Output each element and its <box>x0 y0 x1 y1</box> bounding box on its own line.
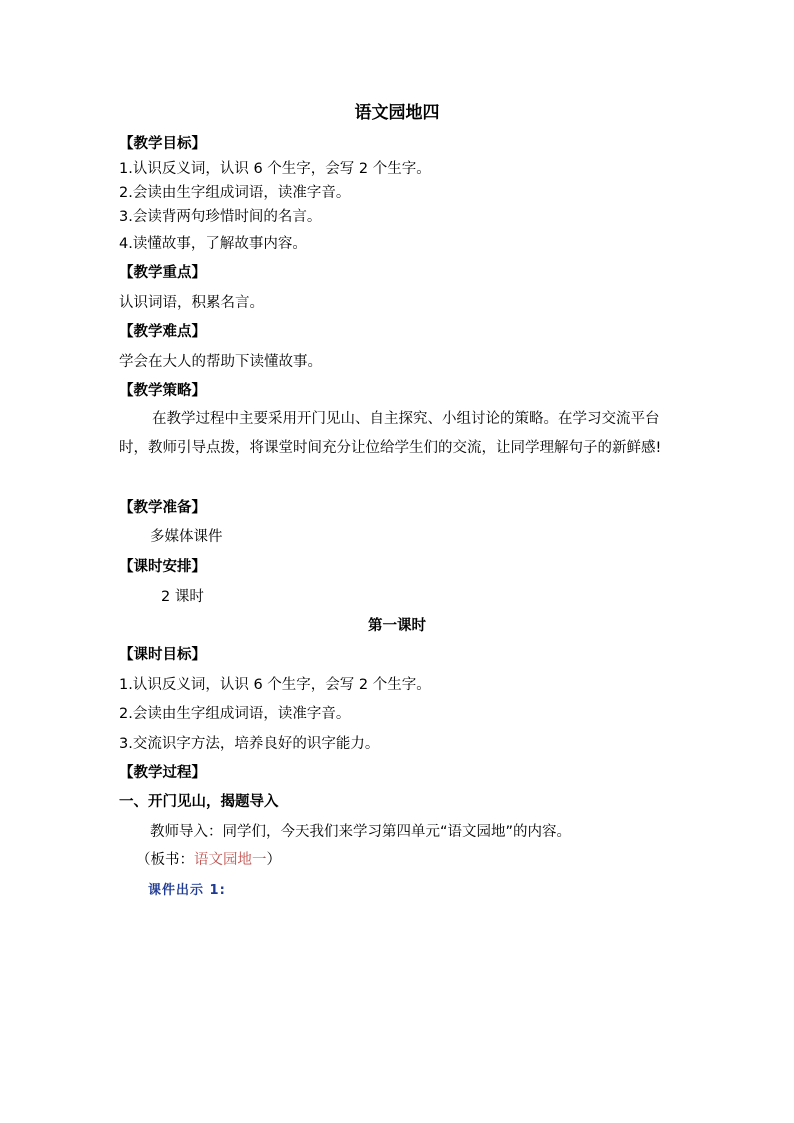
lesson-goal-item: 3.交流识字方法，培养良好的识字能力。 <box>119 736 380 752</box>
difficulties-heading: 【教学难点】 <box>119 324 206 340</box>
lesson-goals-heading: 【课时目标】 <box>119 647 206 663</box>
lesson-goal-item: 2.会读由生字组成词语，读准字音。 <box>119 706 351 722</box>
goals-heading: 【教学目标】 <box>119 136 206 152</box>
step-one-heading: 一、开门见山，揭题导入 <box>119 794 279 810</box>
goal-item: 3.会读背两句珍惜时间的名言。 <box>119 209 322 225</box>
preparation-heading: 【教学准备】 <box>119 500 206 516</box>
key-points-text: 认识词语，积累名言。 <box>119 295 264 311</box>
board-note <box>119 850 706 870</box>
strategy-paragraph: 在教学过程中主要采用开门见山、自主探究、小组讨论的策略。在学习交流平台时，教师引导点拨，将课堂时间充分让位给学生们的交流，让同学理解句子的新鲜感! <box>119 411 662 456</box>
lesson-one-title: 第一课时 <box>368 618 426 634</box>
board-suffix: ） <box>266 852 281 868</box>
goal-item: 4.读懂故事，了解故事内容。 <box>119 236 307 252</box>
goal-item: 1.认识反义词，认识 6 个生字，会写 2 个生字。 <box>119 161 431 177</box>
teacher-intro-text: 教师导入：同学们，今天我们来学习第四单元“语文园地”的内容。 <box>150 824 572 840</box>
difficulties-text: 学会在大人的帮助下读懂故事。 <box>119 354 322 370</box>
goal-item: 2.会读由生字组成词语，读准字音。 <box>119 185 351 201</box>
process-heading: 【教学过程】 <box>119 765 206 781</box>
preparation-text: 多媒体课件 <box>150 529 223 545</box>
document-title: 语文园地四 <box>354 103 440 123</box>
board-text: 语文园地一 <box>194 852 267 868</box>
strategy-heading: 【教学策略】 <box>119 383 206 399</box>
courseware-label: 课件出示 1: <box>148 883 226 898</box>
schedule-heading: 【课时安排】 <box>119 559 206 575</box>
schedule-text: 2 课时 <box>161 589 204 605</box>
board-prefix: （板书： <box>136 852 194 868</box>
key-points-heading: 【教学重点】 <box>119 265 206 281</box>
lesson-goal-item: 1.认识反义词，认识 6 个生字，会写 2 个生字。 <box>119 677 431 693</box>
